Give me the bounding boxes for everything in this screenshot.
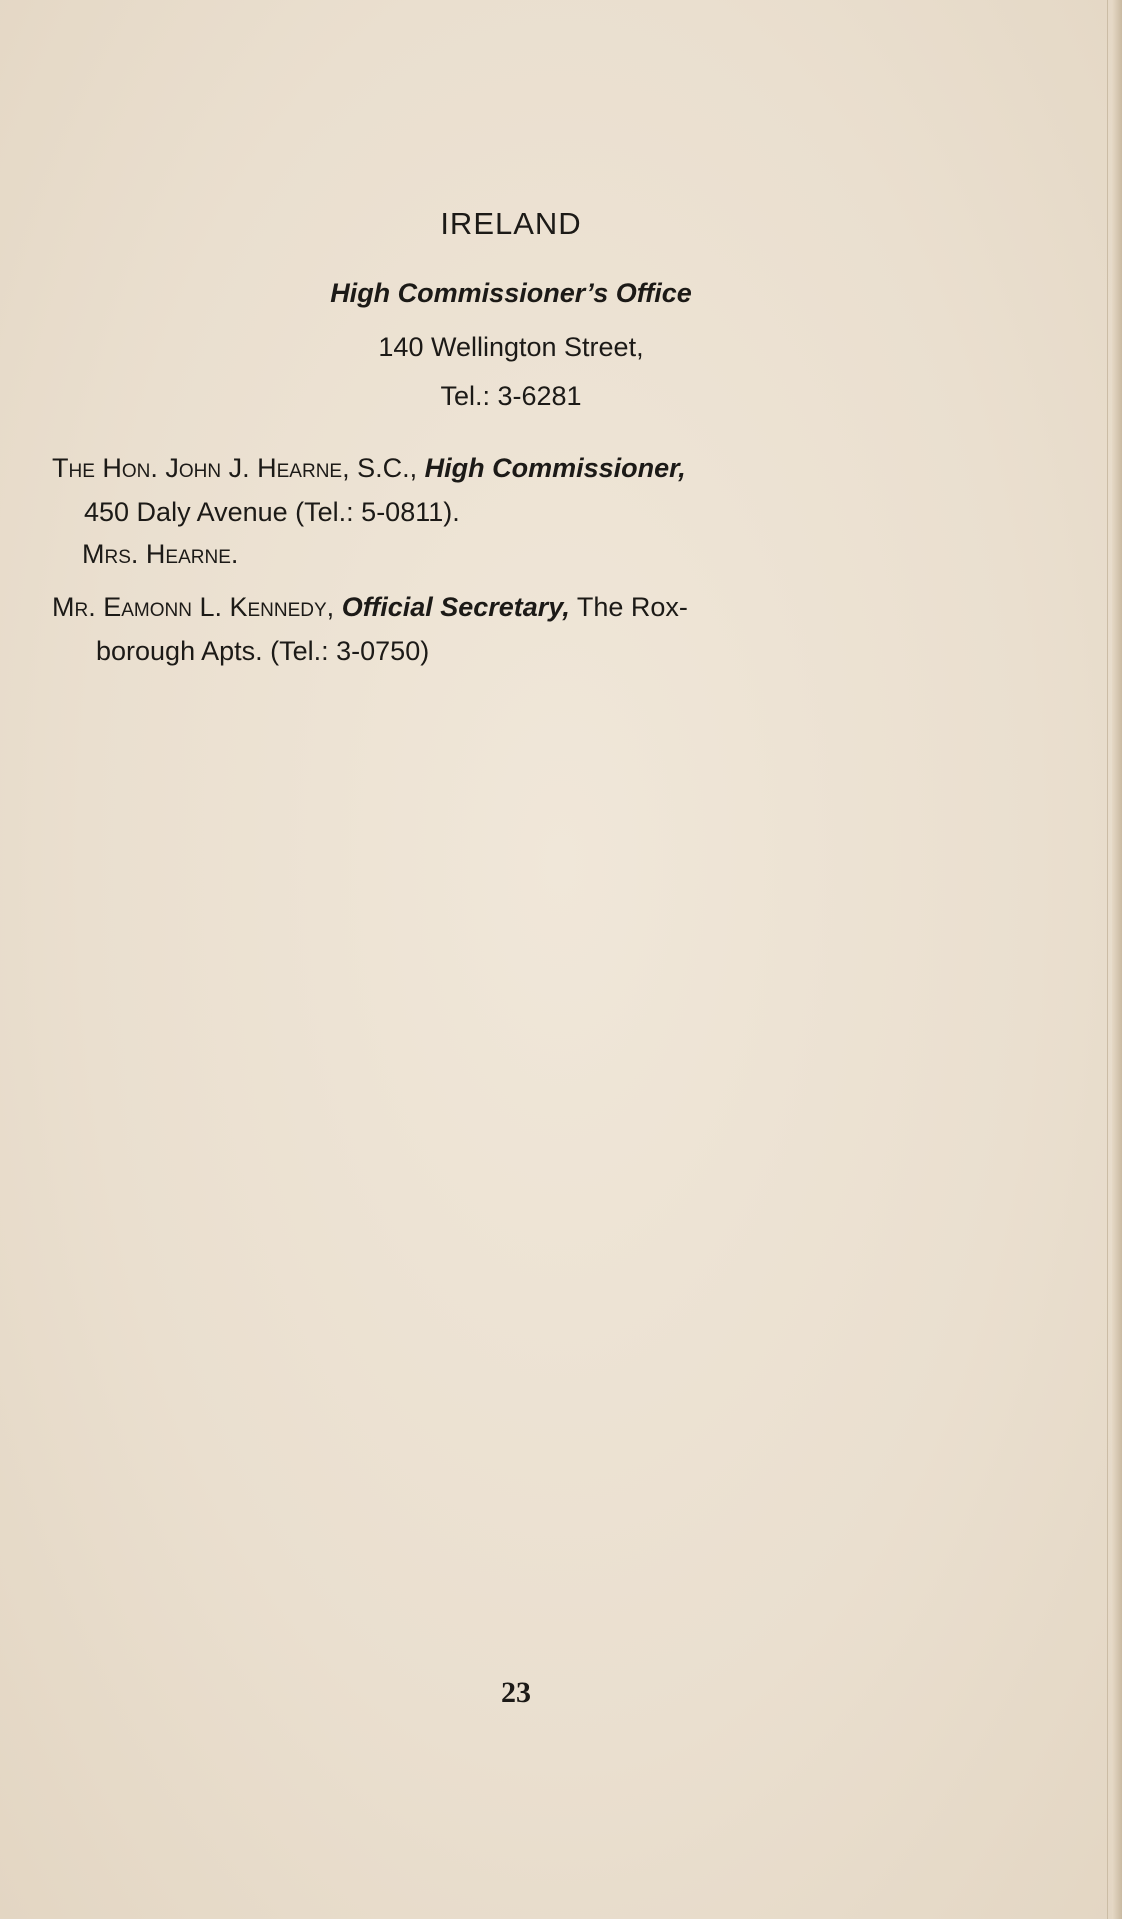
entry-honorific: Mr.	[52, 592, 96, 622]
page-edge-line	[1107, 0, 1108, 1919]
entry-role: High Commissioner,	[424, 453, 686, 483]
entry-address-line-1: The Rox-	[576, 592, 688, 622]
office-title: High Commissioner’s Office	[330, 278, 692, 308]
entry-role: Official Secretary,	[341, 592, 570, 622]
entry-suffix: S.C.,	[357, 453, 418, 483]
entry-name: John J. Hearne,	[165, 453, 350, 483]
page-edge	[1112, 0, 1122, 1919]
entry-honorific: Mrs.	[82, 539, 139, 569]
entry-name: Eamonn L. Kennedy,	[103, 592, 335, 622]
country-heading: IRELAND	[440, 206, 582, 241]
entry-honorific: The Hon.	[52, 453, 158, 483]
office-telephone: Tel.: 3-6281	[440, 381, 582, 411]
directory-entry-official-secretary	[52, 585, 972, 673]
entry-address: 450 Daly Avenue (Tel.: 5-0811).	[84, 497, 460, 527]
entry-name: Hearne.	[145, 539, 239, 569]
directory-entry-high-commissioner	[52, 446, 972, 534]
page-number: 23	[501, 1676, 531, 1709]
entry-address-line-2: borough Apts. (Tel.: 3-0750)	[96, 636, 430, 666]
directory-entry-spouse	[82, 532, 1002, 576]
office-street: 140 Wellington Street,	[378, 332, 644, 362]
